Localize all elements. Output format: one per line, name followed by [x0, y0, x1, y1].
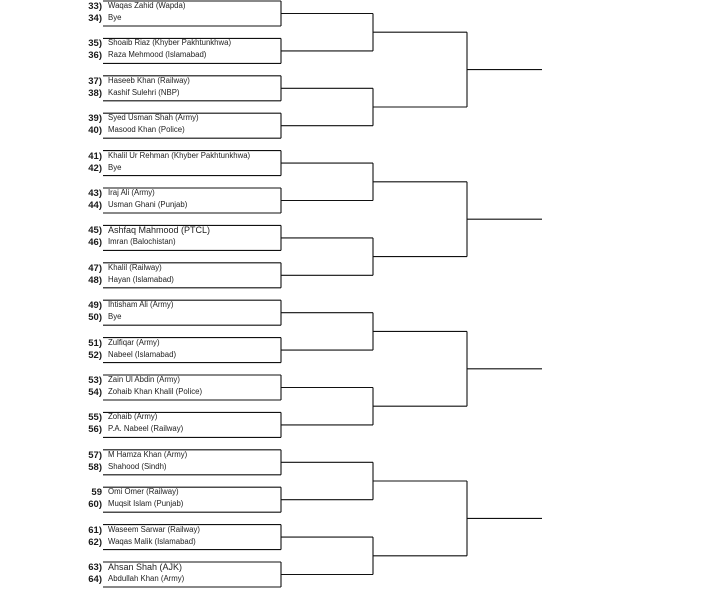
player-name: Zain Ul Abdin (Army) [108, 375, 180, 384]
seed-number: 50) [88, 312, 102, 324]
player-name: Omi Omer (Railway) [108, 487, 179, 497]
player-name: Zohaib (Army) [108, 412, 158, 422]
seed-number: 46) [88, 237, 102, 249]
player-name: Shahood (Sindh) [108, 461, 167, 471]
player-name: Hayan (Islamabad) [108, 274, 174, 284]
seed-number: 42) [88, 162, 102, 174]
player-name: Ihtisham Ali (Army) [108, 300, 174, 310]
seed-number: 33) [88, 1, 102, 12]
player-name: Khalil (Railway) [108, 262, 162, 272]
seed-number: 61) [88, 524, 102, 536]
seed-number: 34) [88, 13, 102, 24]
seed-number: 48) [88, 274, 102, 286]
player-name: M Hamza Khan (Army) [108, 449, 188, 459]
seed-number: 37) [88, 75, 102, 87]
seed-number: 64) [88, 574, 102, 585]
seed-number: 54) [88, 387, 102, 398]
seed-number: 57) [88, 449, 102, 461]
seed-number: 59 [91, 487, 102, 499]
player-name: Masood Khan (Police) [108, 125, 185, 135]
player-name: Ahsan Shah (AJK) [108, 562, 183, 572]
player-name: Zohaib Khan Khalil (Police) [108, 387, 203, 396]
player-name: Bye [108, 162, 122, 172]
seed-number: 49) [88, 300, 102, 312]
player-name: P.A. Nabeel (Railway) [108, 424, 184, 434]
seed-number: 36) [88, 50, 102, 62]
player-name: Bye [108, 312, 122, 322]
seed-number: 45) [88, 225, 102, 237]
seed-number: 40) [88, 125, 102, 137]
player-name: Bye [108, 13, 122, 22]
player-name: Zulfiqar (Army) [108, 337, 160, 347]
seed-number: 56) [88, 424, 102, 436]
seed-number: 43) [88, 188, 102, 199]
seed-number: 44) [88, 200, 102, 211]
seed-number: 58) [88, 461, 102, 473]
seed-number: 53) [88, 375, 102, 386]
player-name: Kashif Sulehri (NBP) [108, 87, 180, 97]
player-name: Syed Usman Shah (Army) [108, 113, 199, 123]
seed-number: 60) [88, 499, 102, 511]
player-name: Iraj Ali (Army) [108, 188, 155, 197]
seed-number: 38) [88, 87, 102, 99]
seed-number: 62) [88, 536, 102, 548]
seed-number: 63) [88, 562, 102, 573]
player-name: Waqas Zahid (Wapda) [108, 1, 186, 10]
seed-number: 47) [88, 262, 102, 274]
player-name: Abdullah Khan (Army) [108, 574, 185, 583]
seed-number: 35) [88, 38, 102, 50]
seed-number: 41) [88, 150, 102, 162]
player-name: Raza Mehmood (Islamabad) [108, 50, 207, 60]
player-name: Muqsit Islam (Punjab) [108, 499, 184, 509]
seed-number: 39) [88, 113, 102, 125]
player-name: Haseeb Khan (Railway) [108, 75, 190, 85]
player-name: Imran (Balochistan) [108, 237, 176, 247]
player-name: Shoaib Riaz (Khyber Pakhtunkhwa) [108, 38, 232, 48]
seed-number: 55) [88, 412, 102, 424]
seed-number: 51) [88, 337, 102, 349]
player-name: Khalil Ur Rehman (Khyber Pakhtunkhwa) [108, 150, 251, 160]
player-name: Waseem Sarwar (Railway) [108, 524, 200, 534]
player-name: Ashfaq Mahmood (PTCL) [108, 225, 211, 236]
player-name: Waqas Malik (Islamabad) [108, 536, 196, 546]
seed-number: 52) [88, 349, 102, 361]
player-name: Nabeel (Islamabad) [108, 349, 177, 359]
player-name: Usman Ghani (Punjab) [108, 200, 188, 209]
